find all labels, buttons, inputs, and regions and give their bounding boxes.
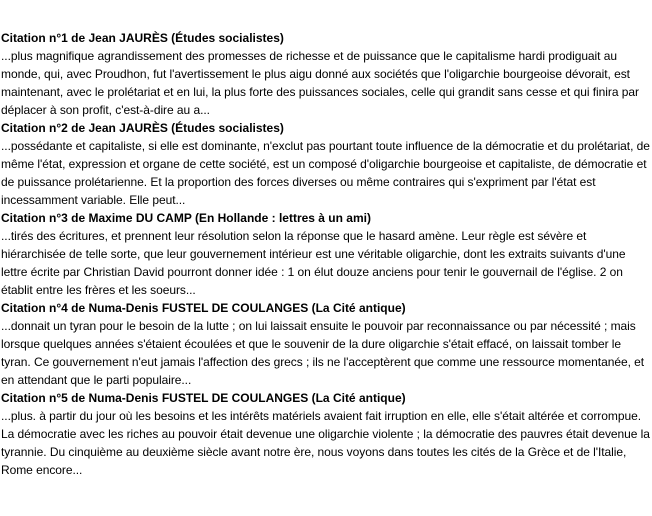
citation-title: Citation n°5 de Numa-Denis FUSTEL DE COULANGES (La Cité antique) <box>1 391 406 405</box>
citation-title: Citation n°2 de Jean JAURÈS (Études socialistes) <box>1 121 284 135</box>
citation-title: Citation n°3 de Maxime DU CAMP (En Hollande : lettres à un ami) <box>1 211 371 225</box>
citation-text: ...possédante et capitaliste, si elle est dominante, n'exclut pas pourtant toute influence de la démocratie et du prolétariat, de même l'état, expression et organe de cette société, est un composé d'oligarchie bourgeoise et capitaliste, de démocratie et de puissance prolétarienne. Et la proportion des forces diverses ou même contraires qui s'expriment par l'état est incessamment variable. Elle peut... <box>1 139 650 207</box>
citation-text: ...plus. à partir du jour où les besoins et les intérêts matériels avaient fait irruption en elle, elle s'était altérée et corrompue. La démocratie avec les riches au pouvoir était devenue une oligarchie violente ; la démocratie des pauvres était devenue la tyrannie. Du cinquième au deuxième siècle avant notre ère, nous voyons dans toutes les cités de la Grèce et de l'Italie, Rome encore... <box>1 409 650 477</box>
citation-title: Citation n°4 de Numa-Denis FUSTEL DE COULANGES (La Cité antique) <box>1 301 406 315</box>
citation-2 <box>1 119 650 209</box>
citation-3 <box>1 209 650 299</box>
citation-text: ...plus magnifique agrandissement des promesses de richesse et de puissance que le capitalisme hardi prodiguait au monde, qui, avec Proudhon, fut l'avertissement le plus aigu donné aux sociétés que l'oligarchie bourgeoise dévorait, est maintenant, avec le prolétariat et en lui, la plus forte des puissances sociales, celle qui grandit sans cesse et qui finira par déplacer à son profit, c'est-à-dire au a... <box>1 49 639 117</box>
citation-4 <box>1 299 650 389</box>
citation-5 <box>1 389 650 479</box>
citation-title: Citation n°1 de Jean JAURÈS (Études socialistes) <box>1 31 284 45</box>
citation-text: ...tirés des écritures, et prennent leur résolution selon la réponse que le hasard amène. Leur règle est sévère et hiérarchisée de telle sorte, que leur gouvernement intérieur est une véritable oligarchie, dont les extraits suivants d'une lettre écrite par Christian David pourront donner idée : 1 on élut douze anciens pour tenir le gouvernail de l'église. 2 on établit entre les frères et les soeurs... <box>1 229 626 297</box>
citation-1 <box>1 29 650 119</box>
citation-text: ...donnait un tyran pour le besoin de la lutte ; on lui laissait ensuite le pouvoir par reconnaissance ou par nécessité ; mais lorsque quelques années s'étaient écoulées et que le souvenir de la dure oligarchie s'était effacé, on laissait tomber le tyran. Ce gouvernement n'eut jamais l'affection des grecs ; ils ne l'acceptèrent que comme une ressource momentanée, et en attendant que le parti populaire... <box>1 319 645 387</box>
citations-list <box>1 29 650 479</box>
